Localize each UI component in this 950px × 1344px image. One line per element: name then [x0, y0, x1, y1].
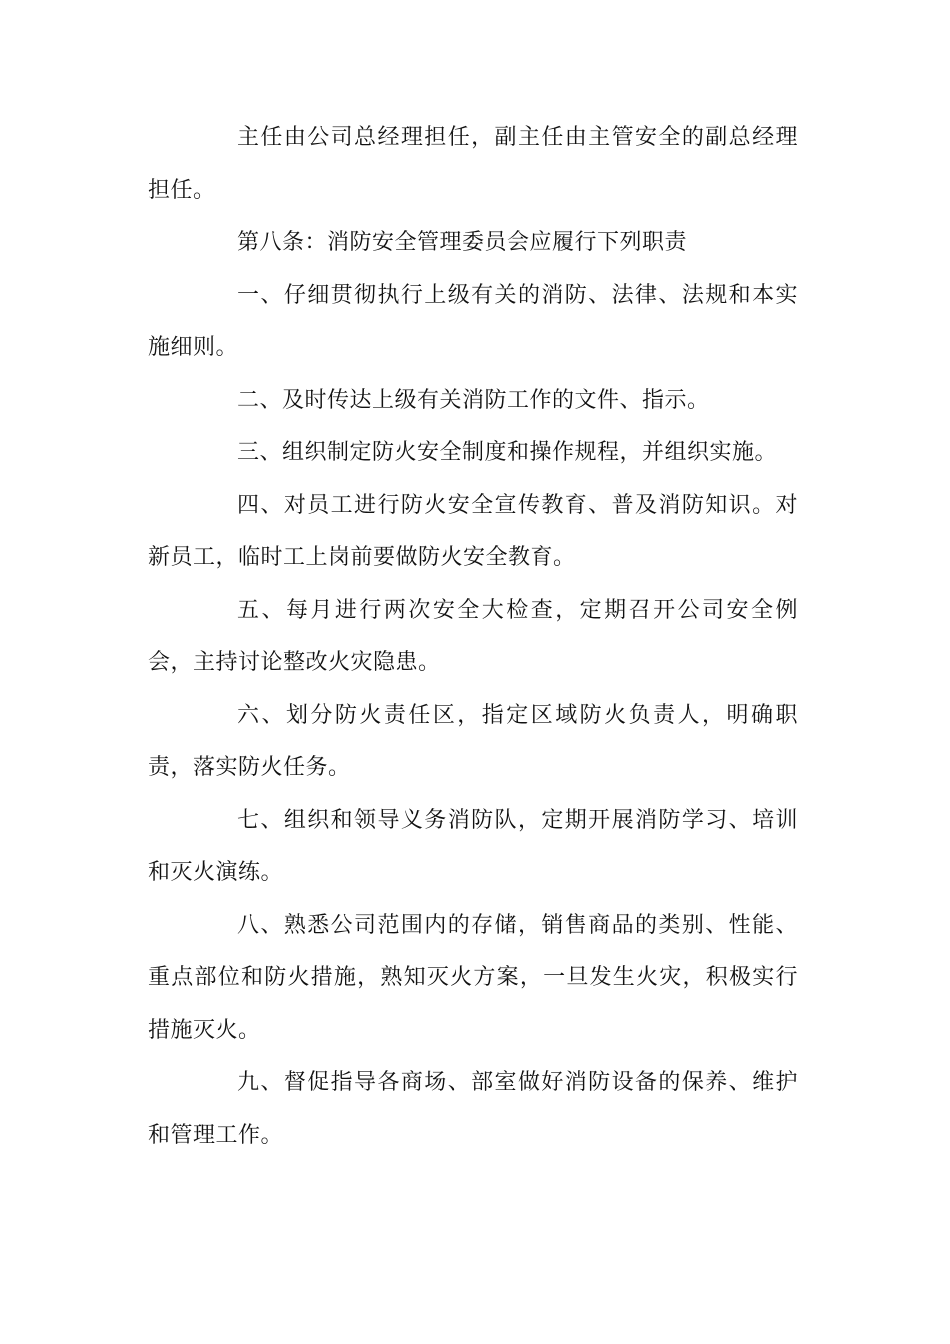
paragraph-item-8: 八、熟悉公司范围内的存储，销售商品的类别、性能、重点部位和防火措施，熟知灭火方案，一旦发生火灾，积极实行措施灭火。	[148, 912, 798, 1043]
paragraph-item-3: 三、组织制定防火安全制度和操作规程，并组织实施。	[237, 440, 778, 465]
paragraph-item-1: 一、仔细贯彻执行上级有关的消防、法律、法规和本实施细则。	[148, 282, 798, 360]
paragraph-item-7: 七、组织和领导义务消防队，定期开展消防学习、培训和灭火演练。	[148, 807, 798, 885]
paragraph-intro: 主任由公司总经理担任，副主任由主管安全的副总经理担任。	[148, 125, 798, 203]
document-body	[148, 112, 798, 1162]
paragraph-article-8-heading: 第八条：消防安全管理委员会应履行下列职责	[237, 230, 688, 255]
paragraph-item-2: 二、及时传达上级有关消防工作的文件、指示。	[237, 387, 710, 413]
paragraph-item-6: 六、划分防火责任区，指定区域防火负责人，明确职责，落实防火任务。	[148, 702, 798, 780]
paragraph-item-9: 九、督促指导各商场、部室做好消防设备的保养、维护和管理工作。	[148, 1070, 798, 1148]
paragraph-item-5: 五、每月进行两次安全大检查，定期召开公司安全例会，主持讨论整改火灾隐患。	[148, 597, 798, 675]
paragraph-item-4: 四、对员工进行防火安全宣传教育、普及消防知识。对新员工，临时工上岗前要做防火安全教育。	[148, 492, 798, 570]
